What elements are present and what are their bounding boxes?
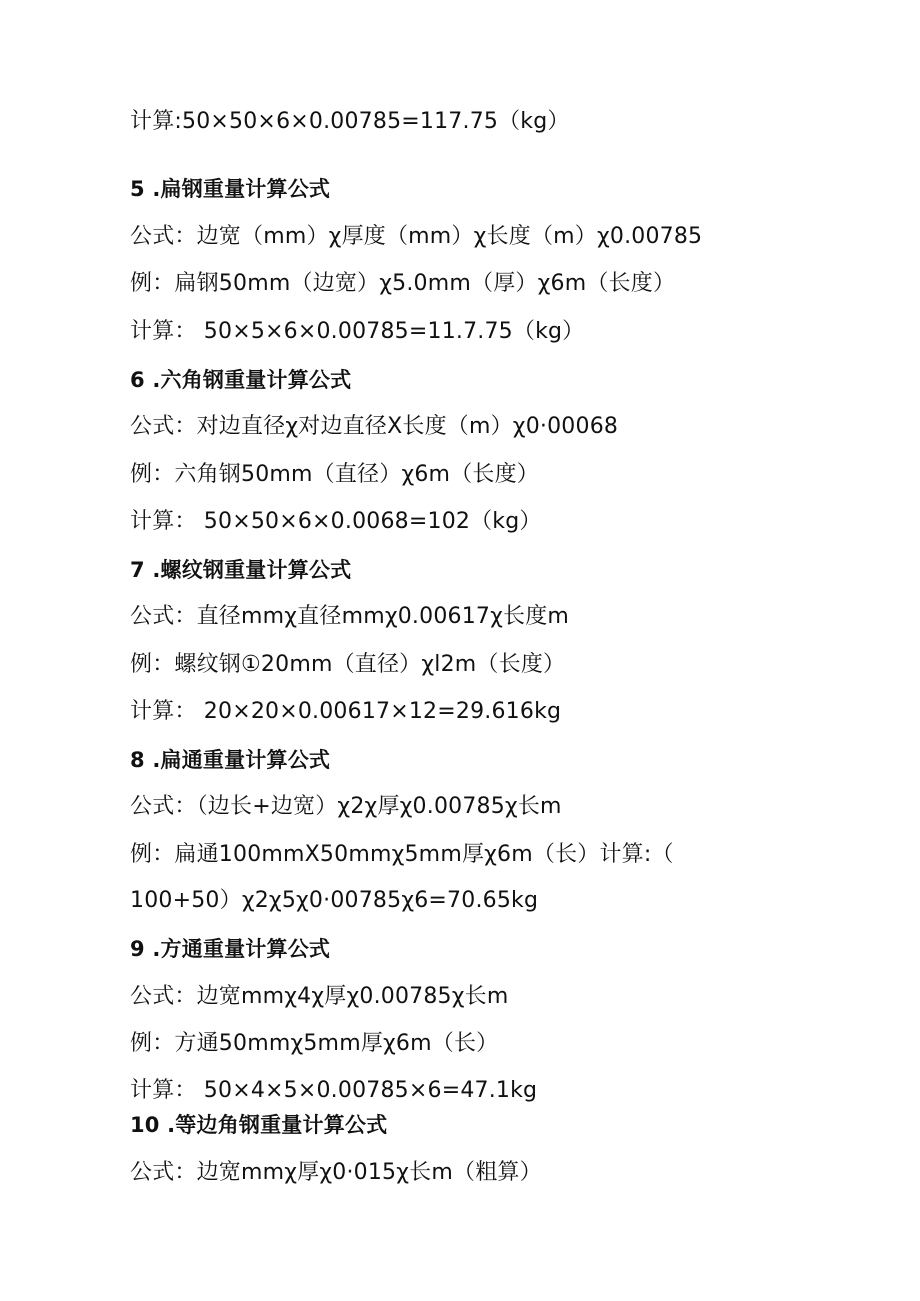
calc-line-4: 计算:50×50×6×0.00785=117.75（kg） xyxy=(130,109,570,134)
section-heading-8: 8 .扁通重量计算公式 xyxy=(130,748,331,772)
example-line-7: 例：螺纹钢①20mm（直径）χl2m（长度） xyxy=(130,652,566,677)
formula-line-7: 公式：直径mmχ直径mmχ0.00617χ长度m xyxy=(130,604,570,629)
calc-line-5: 计算： 50×5×6×0.00785=11.7.75（kg） xyxy=(130,319,585,344)
formula-line-8: 公式：（边长+边宽）χ2χ厚χ0.00785χ长m xyxy=(130,794,562,819)
calc-line-8: 100+50）χ2χ5χ0·00785χ6=70.65kg xyxy=(130,888,539,913)
formula-line-10: 公式：边宽mmχ厚χ0·015χ长m（粗算） xyxy=(130,1160,542,1185)
calc-line-6: 计算： 50×50×6×0.0068=102（kg） xyxy=(130,509,542,534)
calc-line-7: 计算： 20×20×0.00617×12=29.616kg xyxy=(130,699,562,724)
example-line-5: 例：扁钢50mm（边宽）χ5.0mm（厚）χ6m（长度） xyxy=(130,271,676,296)
formula-line-5: 公式：边宽（mm）χ厚度（mm）χ长度（m）χ0.00785 xyxy=(130,224,703,249)
section-heading-5: 5 .扁钢重量计算公式 xyxy=(130,177,331,201)
example-line-6: 例：六角钢50mm（直径）χ6m（长度） xyxy=(130,462,539,487)
formula-line-6: 公式：对边直径χ对边直径X长度（m）χ0·00068 xyxy=(130,414,619,439)
section-heading-7: 7 .螺纹钢重量计算公式 xyxy=(130,558,352,582)
calc-line-9: 计算： 50×4×5×0.00785×6=47.1kg xyxy=(130,1078,538,1103)
example-line-9: 例：方通50mmχ5mm厚χ6m（长） xyxy=(130,1031,499,1056)
example-line-8: 例：扁通100mmX50mmχ5mm厚χ6m（长）计算:（ xyxy=(130,842,674,867)
section-heading-10: 10 .等边角钢重量计算公式 xyxy=(130,1113,388,1137)
section-heading-9: 9 .方通重量计算公式 xyxy=(130,937,331,961)
section-heading-6: 6 .六角钢重量计算公式 xyxy=(130,368,352,392)
formula-line-9: 公式：边宽mmχ4χ厚χ0.00785χ长m xyxy=(130,984,509,1009)
